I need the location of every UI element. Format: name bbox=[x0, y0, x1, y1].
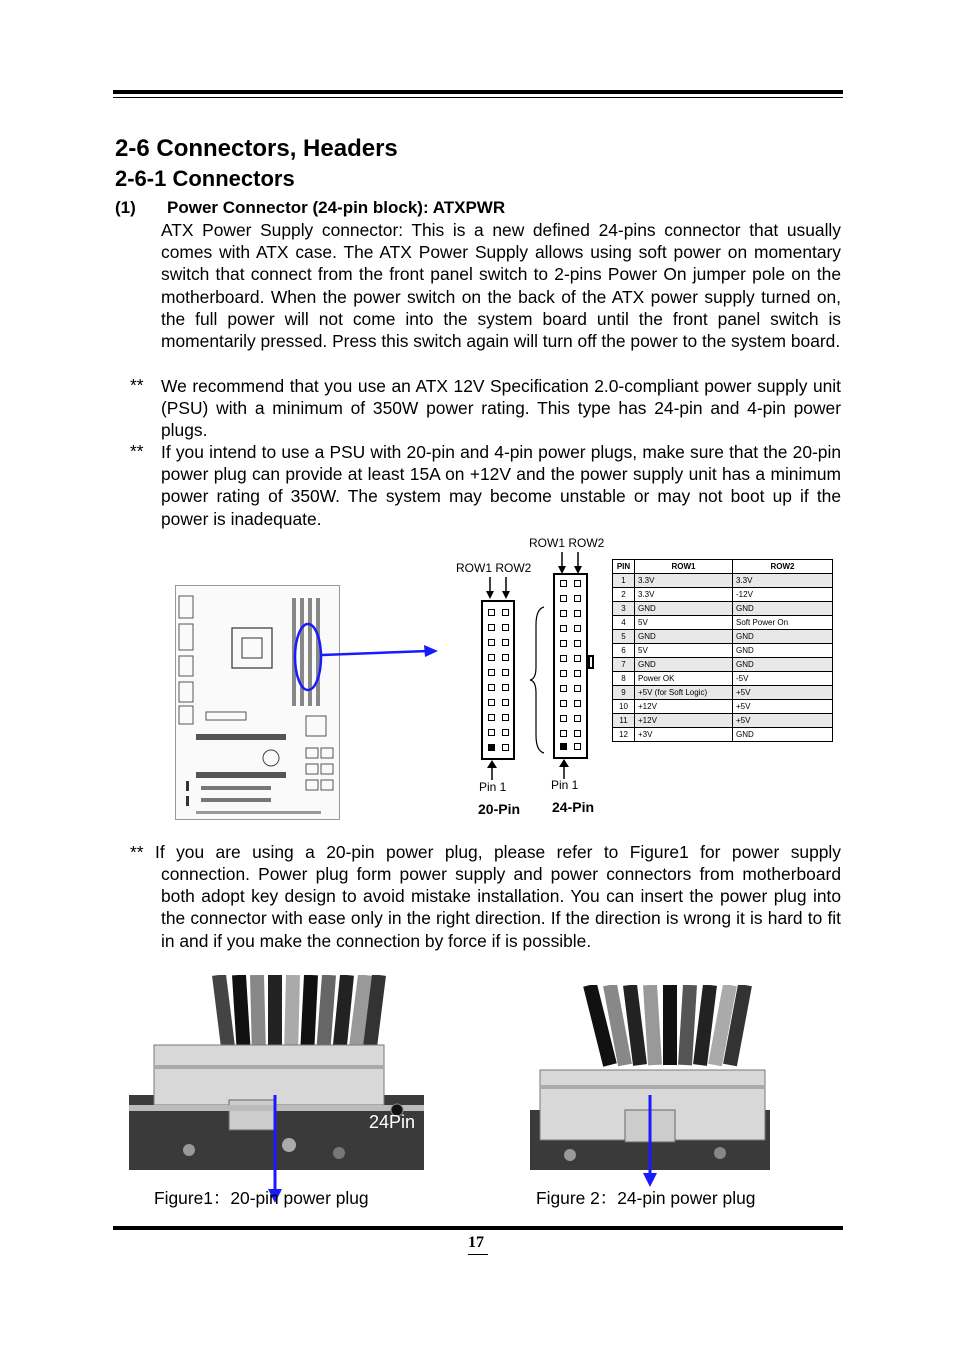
pin bbox=[574, 700, 581, 707]
table-cell: 5 bbox=[613, 630, 635, 644]
pin bbox=[488, 609, 495, 616]
item-number: (1) bbox=[115, 198, 136, 217]
note3-first-line bbox=[130, 841, 841, 863]
table-cell: 4 bbox=[613, 616, 635, 630]
table-cell: GND bbox=[635, 630, 733, 644]
table-cell: -5V bbox=[733, 672, 833, 686]
pin bbox=[574, 580, 581, 587]
pin bbox=[560, 640, 567, 647]
pin bbox=[488, 639, 495, 646]
pin-table-header bbox=[613, 560, 833, 574]
brace bbox=[528, 605, 548, 755]
pin bbox=[560, 700, 567, 707]
pin-table bbox=[612, 559, 833, 742]
table-cell: +3V bbox=[635, 728, 733, 742]
pin-table-header-cell: ROW2 bbox=[733, 560, 833, 574]
pin bbox=[560, 580, 567, 587]
table-row bbox=[613, 686, 833, 700]
pin bbox=[574, 640, 581, 647]
note3-text: connection. Power plug form power supply and power connectors from motherboard both adopt key design to avoid mistake installation. You can insert the power plug into the connector with ease only in the right direction. If the direction is wrong it is hard to fit in and if you make the connection by force if is possible. bbox=[161, 864, 841, 951]
row-labels-24pin: ROW1 ROW2 bbox=[529, 536, 605, 550]
table-cell: GND bbox=[733, 630, 833, 644]
table-row bbox=[613, 728, 833, 742]
item-title: Power Connector (24-pin block): ATXPWR bbox=[167, 198, 506, 217]
pin bbox=[574, 670, 581, 677]
row-arrows-20pin bbox=[478, 575, 518, 599]
table-cell: 2 bbox=[613, 588, 635, 602]
header-rule-thin bbox=[113, 97, 843, 98]
table-cell: Soft Power On bbox=[733, 616, 833, 630]
table-cell: 3.3V bbox=[635, 588, 733, 602]
pin bbox=[502, 639, 509, 646]
header-rule-thick bbox=[113, 90, 843, 94]
row-arrows-24pin bbox=[552, 550, 592, 574]
pin1-label-24pin: Pin 1 bbox=[551, 778, 579, 792]
page-number: 17 bbox=[468, 1234, 484, 1251]
pin bbox=[560, 715, 567, 722]
pin-1 bbox=[560, 743, 567, 750]
table-cell: 3.3V bbox=[635, 574, 733, 588]
table-cell: GND bbox=[733, 644, 833, 658]
connector-20pin bbox=[481, 600, 515, 760]
table-cell: 5V bbox=[635, 644, 733, 658]
pin bbox=[488, 699, 495, 706]
pin bbox=[488, 684, 495, 691]
note-marker: ** bbox=[130, 441, 144, 461]
figure2-caption: Figure 2：24-pin power plug bbox=[536, 1188, 756, 1208]
pin bbox=[560, 610, 567, 617]
table-cell: 10 bbox=[613, 700, 635, 714]
table-cell: +12V bbox=[635, 700, 733, 714]
note-text: If you intend to use a PSU with 20-pin and 4-pin power plugs, make sure that the 20-pin power plug can provide at least 15A on +12V and the power supply unit has a minimum power rating of 350W. The system may become unstable or may not boot up if the power is inadequate. bbox=[161, 442, 841, 529]
pin bbox=[560, 595, 567, 602]
table-row bbox=[613, 672, 833, 686]
figure1-caption: Figure1：20-pin power plug bbox=[154, 1188, 369, 1208]
table-row bbox=[613, 700, 833, 714]
pin bbox=[560, 670, 567, 677]
table-cell: 5V bbox=[635, 616, 733, 630]
pin bbox=[488, 714, 495, 721]
pin-table-header-cell: ROW1 bbox=[635, 560, 733, 574]
table-row bbox=[613, 644, 833, 658]
pin bbox=[488, 669, 495, 676]
row-labels-20pin: ROW1 ROW2 bbox=[456, 561, 532, 575]
table-cell: 9 bbox=[613, 686, 635, 700]
pin bbox=[502, 684, 509, 691]
pin bbox=[574, 730, 581, 737]
pin bbox=[488, 729, 495, 736]
table-cell: 6 bbox=[613, 644, 635, 658]
table-row bbox=[613, 630, 833, 644]
connector-24pin bbox=[553, 573, 588, 759]
pin bbox=[574, 610, 581, 617]
pin-table-header-cell: PIN bbox=[613, 560, 635, 574]
table-cell: Power OK bbox=[635, 672, 733, 686]
pin1-arrow-24pin bbox=[556, 759, 572, 779]
pin bbox=[560, 730, 567, 737]
pin bbox=[488, 624, 495, 631]
label-24pin: 24-Pin bbox=[552, 799, 595, 815]
table-row bbox=[613, 616, 833, 630]
table-cell: 8 bbox=[613, 672, 635, 686]
note3-lead: If you are using a 20-pin power plug, please refer to Figure1 for power supply bbox=[154, 842, 841, 862]
pin bbox=[502, 714, 509, 721]
pin bbox=[560, 685, 567, 692]
pin bbox=[502, 624, 509, 631]
label-20pin: 20-Pin bbox=[478, 801, 521, 817]
table-row bbox=[613, 574, 833, 588]
table-cell: +5V bbox=[733, 686, 833, 700]
table-cell: +5V bbox=[733, 700, 833, 714]
table-cell: GND bbox=[733, 658, 833, 672]
table-cell: -12V bbox=[733, 588, 833, 602]
table-row bbox=[613, 658, 833, 672]
pin bbox=[502, 609, 509, 616]
table-row bbox=[613, 602, 833, 616]
table-cell: 11 bbox=[613, 714, 635, 728]
pin bbox=[502, 699, 509, 706]
pin bbox=[574, 685, 581, 692]
page-number-underline bbox=[468, 1254, 488, 1255]
pin bbox=[560, 655, 567, 662]
table-cell: GND bbox=[733, 728, 833, 742]
atxpwr-highlight bbox=[290, 615, 440, 715]
connector-key bbox=[588, 655, 594, 669]
table-cell: 3.3V bbox=[733, 574, 833, 588]
pin bbox=[574, 595, 581, 602]
table-cell: 12 bbox=[613, 728, 635, 742]
section-title: 2-6 Connectors, Headers bbox=[115, 135, 398, 162]
pin bbox=[574, 625, 581, 632]
pin bbox=[502, 669, 509, 676]
item-heading bbox=[115, 198, 505, 218]
pin bbox=[502, 744, 509, 751]
pin bbox=[560, 625, 567, 632]
pin bbox=[502, 654, 509, 661]
note-marker: ** bbox=[130, 375, 144, 395]
table-cell: 3 bbox=[613, 602, 635, 616]
footer-rule-thick bbox=[113, 1226, 843, 1230]
table-cell: GND bbox=[635, 602, 733, 616]
table-cell: GND bbox=[733, 602, 833, 616]
item-paragraph: ATX Power Supply connector: This is a new defined 24-pins connector that usually comes with ATX case. The ATX Power Supply allows using soft power on momentary switch that connect from the front panel switch to 2-pins Power On jumper pole on the motherboard. When the power switch on the back of the ATX power supply turned on, the full power will not come into the system board until the front panel switch is momentarily pressed. Press this switch again will turn off the power to the system board. bbox=[161, 220, 841, 352]
pin bbox=[574, 743, 581, 750]
table-row bbox=[613, 588, 833, 602]
pin1-label-20pin: Pin 1 bbox=[479, 780, 507, 794]
table-cell: 1 bbox=[613, 574, 635, 588]
table-cell: +12V bbox=[635, 714, 733, 728]
pin1-arrow-20pin bbox=[484, 760, 500, 780]
figure2-arrow bbox=[640, 1095, 660, 1190]
subsection-title: 2-6-1 Connectors bbox=[115, 166, 295, 191]
pin bbox=[574, 655, 581, 662]
note-marker: ** bbox=[130, 842, 144, 862]
table-cell: 7 bbox=[613, 658, 635, 672]
table-row bbox=[613, 714, 833, 728]
table-cell: +5V (for Soft Logic) bbox=[635, 686, 733, 700]
figure1-photo-label: 24Pin bbox=[369, 1112, 416, 1132]
pin bbox=[574, 715, 581, 722]
table-cell: GND bbox=[635, 658, 733, 672]
pin bbox=[488, 654, 495, 661]
pin-1 bbox=[488, 744, 495, 751]
note-text: We recommend that you use an ATX 12V Specification 2.0-compliant power supply unit (PSU) with a minimum of 350W power rating. This type has 24-pin and 4-pin power plugs. bbox=[161, 376, 841, 441]
pin bbox=[502, 729, 509, 736]
table-cell: +5V bbox=[733, 714, 833, 728]
